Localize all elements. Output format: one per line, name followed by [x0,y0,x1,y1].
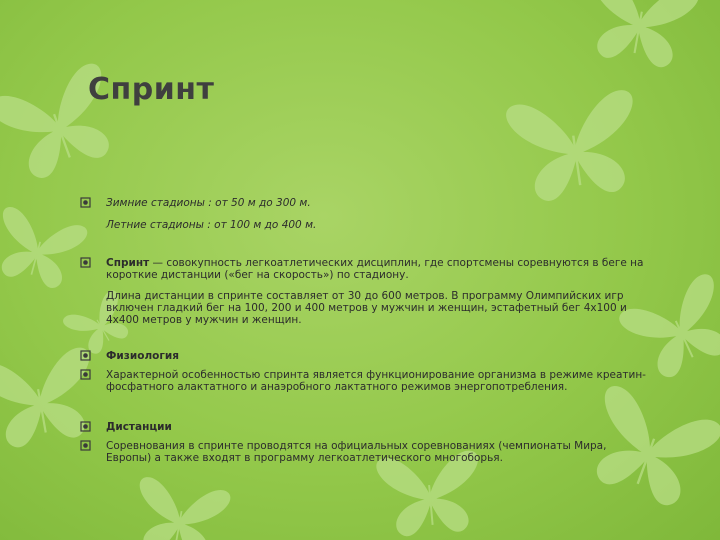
square-circle-bullet-icon [80,369,91,380]
slide-title: Спринт [88,72,215,107]
term-bold: Спринт [106,257,150,269]
section-heading [106,421,646,433]
butterfly-icon [0,205,89,293]
list-item-text [106,257,646,281]
square-circle-bullet-icon [80,440,91,451]
list-item-text: Летние стадионы : от 100 м до 400 м. [106,219,317,231]
list-item-text: Соревнования в спринте проводятся на официальных соревнованиях (чемпионаты Мира, Европы) а также входят в программу легкоатлетического многоборья. [106,440,607,464]
definition-text: — совокупность легкоатлетических дисциплин, где спортсмены соревнуются в беге на короткие дистанции («бег на скорость») по стадиону. [106,257,644,281]
butterfly-icon [505,89,645,206]
square-circle-bullet-icon [80,350,91,361]
square-circle-bullet-icon [80,421,91,432]
butterfly-icon [580,0,700,72]
butterfly-icon [129,476,232,540]
section-heading-text: Дистанции [106,421,172,433]
section-heading-text: Физиология [106,350,179,362]
square-circle-bullet-icon [80,257,91,268]
section-heading [106,350,646,362]
list-item-text: Характерной особенностью спринта является функционирование организма в режиме креатин-фосфатного алактатного и анаэробного лактатного режимов энергопотребления. [106,369,646,393]
butterfly-icon [0,346,103,452]
square-circle-bullet-icon [80,197,91,208]
list-item-text: Зимние стадионы : от 50 м до 300 м. [106,197,311,209]
list-item-text: Длина дистанции в спринте составляет от 30 до 600 метров. В программу Олимпийских игр включен гладкий бег на 100, 200 и 400 метров у мужчин и женщин, эстафетный бег 4х100 и 4х400 метров у мужчин и женщин. [106,290,627,326]
